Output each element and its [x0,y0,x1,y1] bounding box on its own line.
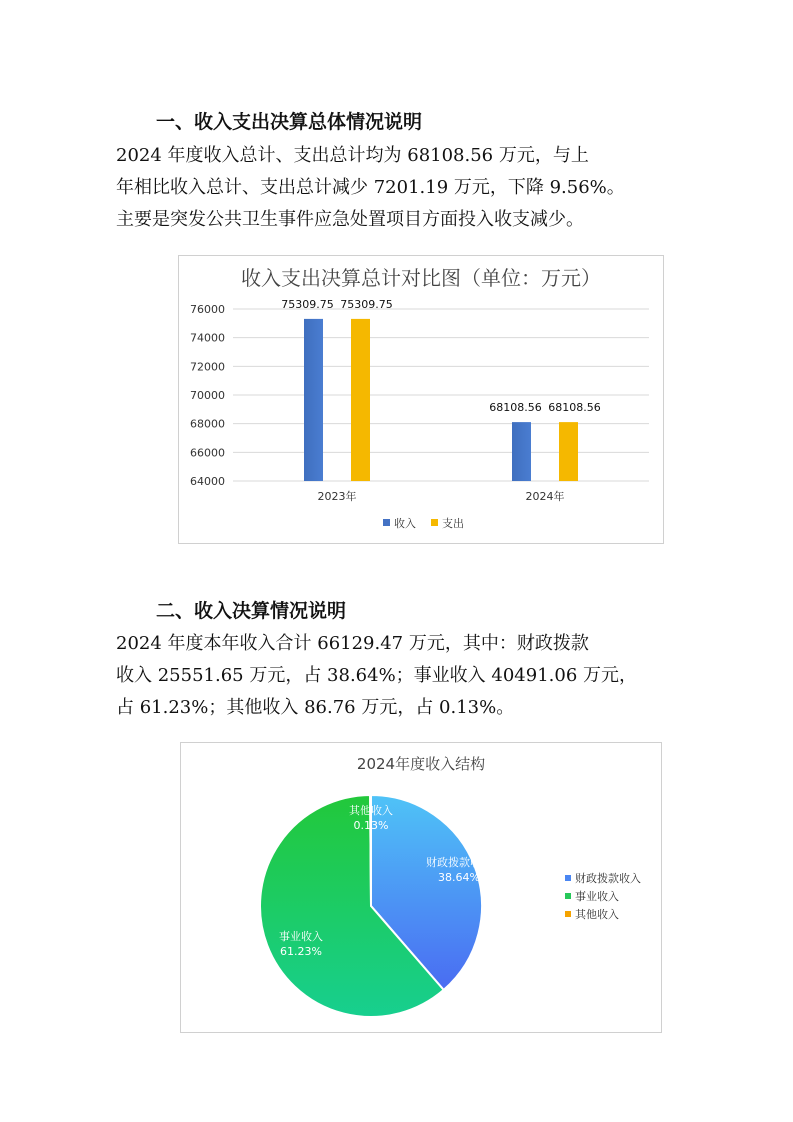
bar-data-label: 68108.56 [548,401,601,415]
pie-slice-percent: 0.13% [353,819,389,832]
paragraph-line: 年相比收入总计、支出总计减少 7201.19 万元，下降 9.56%。 [116,177,625,198]
pie-slice-name: 其他收入 [349,804,393,817]
x-tick-label: 2024年 [525,490,565,503]
bar-支出 [351,319,370,481]
y-tick-label: 66000 [190,446,225,460]
bar-data-labels [281,298,601,414]
paragraph-line: 占 61.23%；其他收入 86.76 万元，占 0.13%。 [116,697,515,718]
bar-series [304,319,578,481]
legend-swatch [565,875,571,881]
bar-gridlines [233,309,649,481]
legend-label: 其他收入 [575,908,619,921]
pie-slice-percent: 38.64% [438,871,480,884]
section2-paragraph [116,628,686,724]
paragraph-line: 2024 年度本年收入合计 66129.47 万元，其中：财政拨款 [116,633,589,654]
section2-heading: 二、收入决算情况说明 [156,600,347,622]
y-tick-label: 74000 [190,331,225,345]
legend-swatch [565,893,571,899]
bar-chart-title: 收入支出决算总计对比图（单位：万元） [241,266,601,290]
legend-label: 支出 [442,517,464,530]
y-tick-label: 76000 [190,303,225,316]
bar-chart-container [178,255,664,544]
pie-slice-percent: 61.23% [280,945,322,958]
bar-data-label: 68108.56 [489,401,542,415]
x-tick-label: 2023年 [317,490,357,503]
bar-y-axis [190,303,225,488]
section1-paragraph [116,140,686,236]
pie-legend [565,871,641,921]
y-tick-label: 68000 [190,417,225,431]
legend-swatch [565,911,571,917]
pie-slice-name: 事业收入 [279,930,323,943]
section1-heading: 一、收入支出决算总体情况说明 [156,111,423,133]
y-tick-label: 70000 [190,389,225,402]
paragraph-line: 主要是突发公共卫生事件应急处置项目方面投入收支减少。 [116,209,584,230]
pie-chart [181,743,661,1032]
bar-chart [179,256,663,543]
paragraph-line: 2024 年度收入总计、支出总计均为 68108.56 万元，与上 [116,145,589,166]
pie-chart-container [180,742,662,1033]
bar-legend [383,516,464,530]
paragraph-line: 收入 25551.65 万元，占 38.64%；事业收入 40491.06 万元， [116,665,638,686]
legend-label: 收入 [394,517,416,530]
bar-收入 [304,319,323,481]
y-tick-label: 64000 [190,475,225,488]
pie-chart-title: 2024年度收入结构 [356,755,486,773]
legend-label: 事业收入 [575,890,619,903]
bar-x-axis [318,489,565,503]
legend-swatch [383,519,390,526]
legend-label: 财政拨款收入 [575,872,641,885]
bar-支出 [559,422,578,481]
bar-收入 [512,422,531,481]
bar-data-label: 75309.75 [340,297,393,311]
pie-slice-name: 财政拨款收入 [426,856,492,869]
y-tick-label: 72000 [190,360,225,374]
bar-data-label: 75309.75 [281,297,334,311]
legend-swatch [431,519,438,526]
